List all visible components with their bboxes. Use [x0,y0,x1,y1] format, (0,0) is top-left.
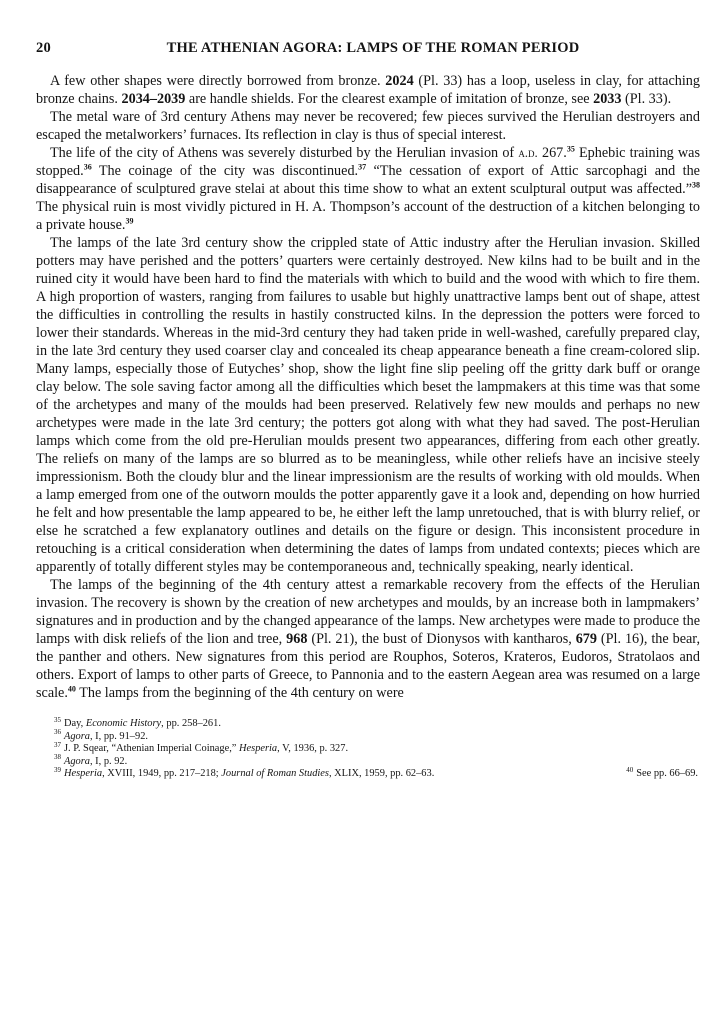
footnote-row [54,765,700,781]
footnote-ref[interactable]: 37 [358,162,367,172]
footnote-ref[interactable]: 40 [67,684,76,694]
footnote-ref[interactable]: 36 [83,162,92,172]
footnote: $^{36}$ Agora, I, pp. 91–92. [54,728,148,742]
paragraph: A few other shapes were directly borrowed from bronze. 2024 (Pl. 33) has a loop, useless in clay, for attaching bronze chains. 2034–2039 are handle shields. For the clearest example of imitation of bronze, see 2033 (Pl. 33). [36,73,700,107]
paragraph: The metal ware of 3rd century Athens may never be recovered; few pieces survived the Herulian destroyers and escaped the metalworkers’ furnaces. Its reflection in clay is thus of special interest. [36,109,700,143]
paragraph: The lamps of the late 3rd century show the crippled state of Attic industry after the Herulian invasion. Skilled potters may have perished and the potters’ quarters were certainly destroyed. New kilns had to be built and in the ruined city it would have been hard to find the materials with which to build and the wood with which to fire them. A high proportion of wasters, ranging from failures to usable but highly unattractive lamps bent out of shape, attest the difficulties in controlling the results in hastily constructed kilns. In the depression the potters were forced to lower their standards. Whereas in the mid-3rd century they had taken pride in well-washed, carefully prepared clay, in the late 3rd century they used coarser clay and concealed its cheap appearance beneath a fine cream-colored slip. Many lamps, especially those of Eutyches’ shop, show the light fine slip peeling off the gritty dark buff or orange clay below. The sole saving factor among all the difficulties which beset the lampmakers at this time was that some of the archetypes and many of the moulds had been preserved. Relatively few new moulds and perhaps no new archetypes were made in the late 3rd century; the potters got along with what they had saved. The post-Herulian lamps which come from the old pre-Herulian moulds present two appearances, differing from each other greatly. The reliefs on many of the lamps are so blurred as to be meaningless, while other reliefs have an incisive steely impressionism. Both the cloudy blur and the linear impressionism are the results of working with old moulds. When a lamp emerged from one of the outworn moulds the potter apparently gave it a look and, depending on how hurried he felt and how presentable the lamp appeared to be, he either left the lamp unretouched, that is with blurry relief, or else he scratched a few explanatory outlines and details on the figure or design. This inconsistent procedure in retouching is a critical consideration when determining the dates of lamps from undated contexts; pieces which are apparently of totally different styles may be contemporaneous and, technically speaking, nearly identical. [36,235,700,575]
footnote: $^{35}$ Day, Economic History, pp. 258–261. [54,715,221,729]
footnote: $^{40}$ See pp. 66–69. [626,765,698,780]
catalog-number: 2024 [385,73,414,89]
page-number: 20 [36,40,51,56]
footnote: $^{38}$ Agora, I, p. 92. [54,753,128,767]
catalog-number: 2033 [593,91,622,107]
body-text [36,72,700,702]
footnote-ref[interactable]: 38 [692,180,700,190]
footnote: $^{39}$ Hesperia, XVIII, 1949, pp. 217–218; Journal of Roman Studies, XLIX, 1959, pp. 62–63. [54,765,435,780]
paragraph: The life of the city of Athens was severely disturbed by the Herulian invasion of a.d. 267.35 Ephebic training was stopped.$^{36}$ The coinage of the city was discontinued.$^{37}$ “The cessation of export of Attic sarcophagi and the disappearance of sculptured grave stelai at about this time show to what an extent sculptural output was affected.”$^{38}$ The physical ruin is most vividly pictured in H. A. Thompson’s account of the destruction of a kitchen belonging to a private house.$^{39}$ [36,144,700,233]
footnote-ref[interactable]: 39 [125,216,134,226]
catalog-number: 679 [575,631,597,647]
catalog-number: 968 [286,631,308,647]
page [36,40,700,781]
footnote: $^{37}$ J. P. Sqear, “Athenian Imperial Coinage,” Hesperia, V, 1936, p. 327. [54,740,349,755]
catalog-number: 2034–2039 [121,91,186,107]
era-abbreviation: a.d. [518,145,538,160]
footnotes [36,715,700,781]
paragraph: The lamps of the beginning of the 4th century attest a remarkable recovery from the effects of the Herulian invasion. The recovery is shown by the creation of new archetypes and moulds, by an increase both in lampmakers’ signatures and in production and by the changed appearance of the lamps. New archetypes were made to produce the lamps with disk reliefs of the lion and tree, 968 (Pl. 21), the bust of Dionysos with kantharos, 679 (Pl. 16), the bear, the panther and others. New signatures from this period are Rouphos, Soteros, Krateros, Eudoros, Stratolaos and others. Export of lamps to other parts of Greece, to Pannonia and to the eastern Aegean area was resumed on a large scale.$^{40}$ The lamps from the beginning of the 4th century on were [36,577,700,701]
footnote-ref[interactable]: 35 [566,144,575,154]
running-header [36,40,700,60]
running-title: THE ATHENIAN AGORA: LAMPS OF THE ROMAN PERIOD [166,40,580,56]
